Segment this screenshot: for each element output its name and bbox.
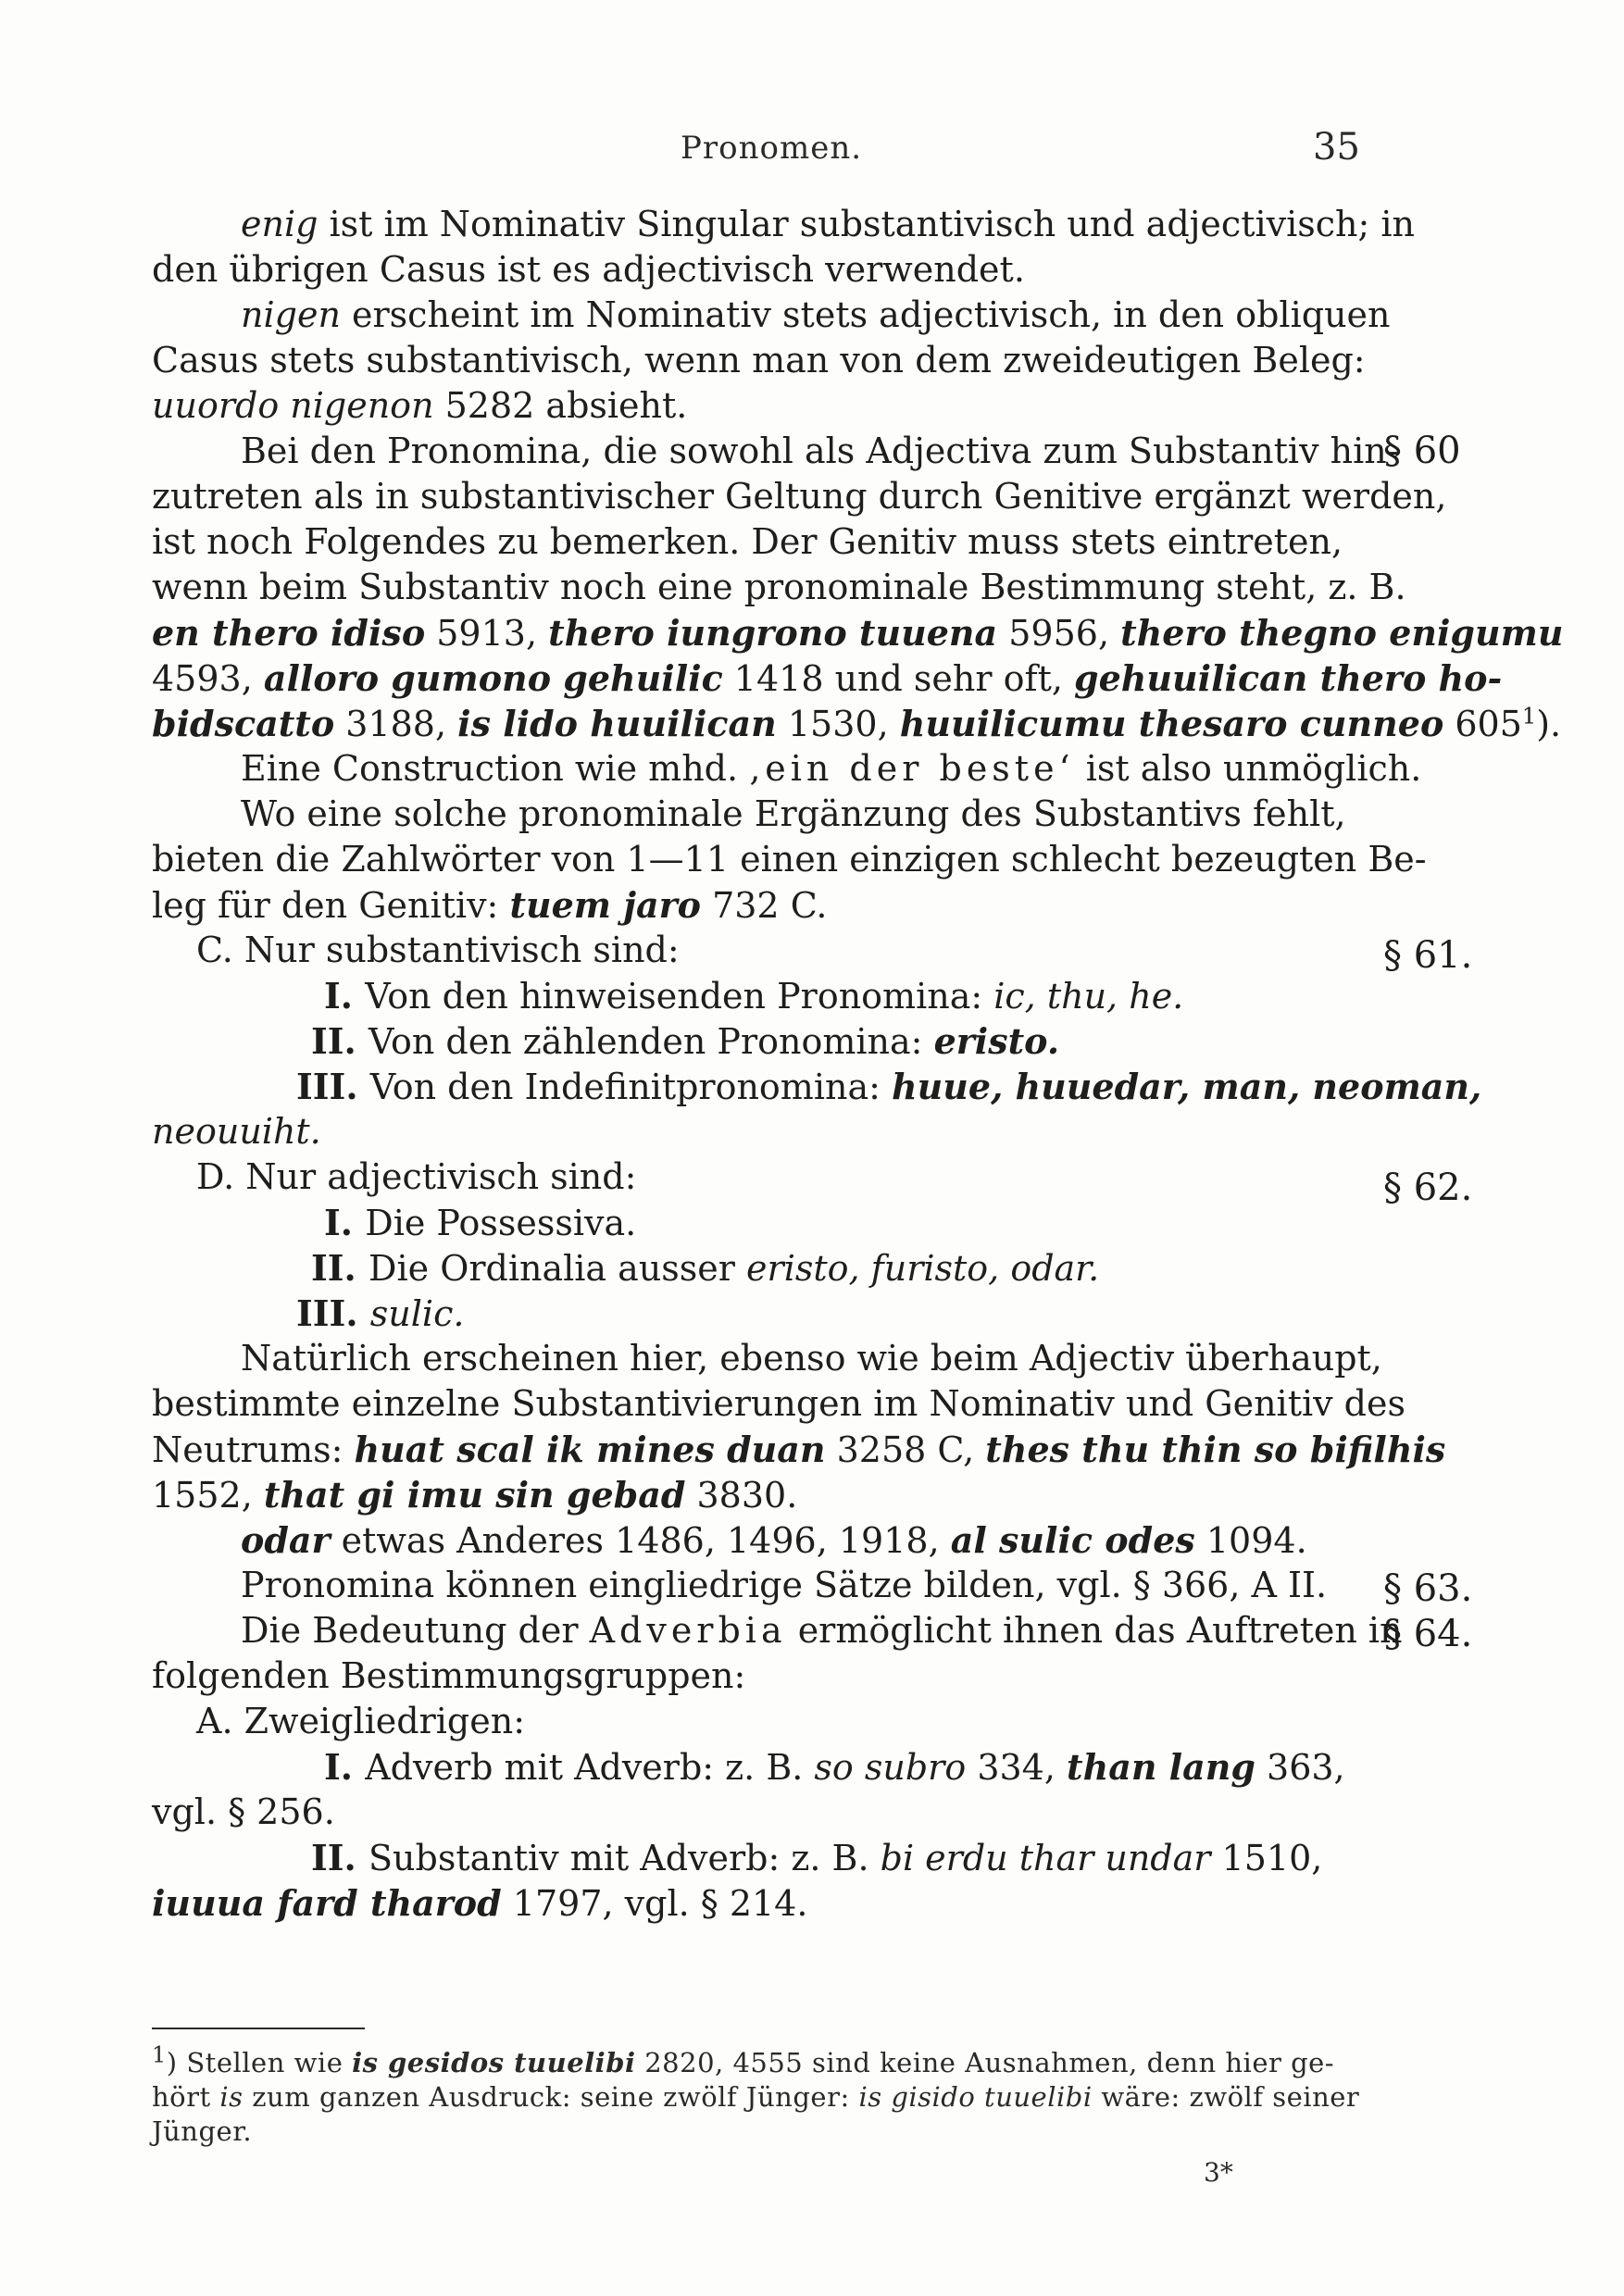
text: Wo eine solche pronominale Ergänzung des Substantivs fehlt, — [241, 793, 1346, 834]
section-mark-64: § 64. — [1383, 1613, 1473, 1655]
text: ). — [1536, 704, 1562, 744]
text: Die Bedeutung der — [241, 1610, 590, 1651]
list-item — [152, 973, 1365, 1018]
text: 5282 absieht. — [433, 385, 688, 426]
example: uuordo nigenon — [152, 385, 434, 426]
label: I. — [324, 1746, 366, 1788]
text-line — [152, 293, 1391, 338]
text: Casus stets substantivisch, wenn man von dem zweideutigen Beleg: — [152, 340, 1366, 381]
text: 2820, 4555 sind keine Ausnahmen, denn hier ge- — [635, 2047, 1335, 2078]
text: leg für den Genitiv: — [152, 885, 510, 926]
example: thero iungrono tuuena — [548, 612, 998, 654]
text-line — [152, 1109, 1365, 1154]
list-item — [152, 1744, 1365, 1790]
signature-mark: 3* — [1204, 2157, 1233, 2188]
text: 1797, vgl. § 214. — [501, 1883, 808, 1924]
example: al sulic odes — [950, 1519, 1195, 1561]
text: 1530, — [776, 704, 900, 744]
label: II. — [311, 1247, 369, 1289]
footnote-rule — [152, 2028, 365, 2029]
label: II. — [311, 1020, 369, 1062]
text-line — [152, 1427, 1446, 1472]
text: Von den Indefinitpronomina: — [369, 1067, 893, 1107]
label: III. — [296, 1292, 370, 1334]
text: bestimmte einzelne Substantivierungen im Nominativ und Genitiv des — [152, 1383, 1405, 1424]
text: zutreten als in substantivischer Geltung durch Genitive ergänzt werden, — [152, 476, 1447, 517]
text-line — [152, 247, 1365, 293]
text: 1552, — [152, 1475, 264, 1516]
text: 5913, — [425, 613, 549, 654]
text: 3258 C, — [825, 1429, 986, 1470]
text-line — [152, 1880, 1365, 1926]
text: C. Nur substantivisch sind: — [196, 930, 680, 970]
text: Pronomina können eingliedrige Sätze bilden, vgl. § 366, A II. — [241, 1565, 1328, 1605]
text-line — [152, 746, 1422, 792]
example: gehuuilican thero ho- — [1074, 657, 1503, 699]
text: den übrigen Casus ist es adjectivisch verwendet. — [152, 249, 1025, 290]
section-mark-63: § 63. — [1383, 1567, 1473, 1610]
text: 1094. — [1194, 1520, 1307, 1561]
example: thero thegno enigumu — [1120, 612, 1564, 654]
text: 732 C. — [701, 885, 828, 926]
text-line — [152, 1790, 1365, 1835]
example: is — [219, 2081, 244, 2113]
example: eristo. — [933, 1020, 1060, 1062]
text-line — [152, 1381, 1405, 1427]
text: Bei den Pronomina, die sowohl als Adjectiva zum Substantiv hin- — [241, 430, 1399, 471]
text-line — [152, 519, 1365, 565]
text: Natürlich erscheinen hier, ebenso wie beim Adjectiv überhaupt, — [241, 1338, 1382, 1379]
text: wenn beim Substantiv noch eine pronominale Bestimmung steht, z. B. — [152, 567, 1406, 607]
text: wäre: zwölf seiner — [1092, 2081, 1360, 2113]
example: thes thu thin so bifilhis — [985, 1429, 1446, 1470]
example: than lang — [1067, 1746, 1255, 1788]
text: 4593, — [152, 658, 264, 699]
footnote-mark: 1 — [152, 2041, 167, 2068]
example: is gisido tuuelibi — [858, 2081, 1093, 2113]
example: en thero idiso — [152, 612, 426, 654]
example: ic, thu, he. — [993, 976, 1184, 1017]
section-d-heading — [152, 1154, 1473, 1209]
text-line — [152, 1608, 1473, 1655]
list-item — [152, 1064, 1482, 1109]
text-line — [152, 837, 1427, 882]
text-line — [152, 1336, 1382, 1381]
running-title: Pronomen. — [681, 130, 863, 167]
main-text — [152, 202, 1564, 1926]
text: Jünger. — [152, 2115, 253, 2147]
section-c-heading — [152, 928, 1473, 977]
section-mark-60: § 60 — [1383, 430, 1461, 472]
example: tuem jaro — [509, 884, 701, 926]
text: A. Zweigliedrigen: — [196, 1701, 526, 1741]
label: I. — [324, 1202, 366, 1243]
text: hört — [152, 2081, 220, 2113]
text-line — [152, 1653, 1365, 1699]
text: bieten die Zahlwörter von 1—11 einen einzigen schlecht bezeugten Be- — [152, 839, 1427, 880]
page-number: 35 — [1313, 126, 1360, 168]
text: 363, — [1255, 1747, 1345, 1788]
example: bi erdu thar undar — [880, 1838, 1211, 1878]
text: Neutrums: — [152, 1429, 355, 1470]
label: II. — [311, 1837, 369, 1878]
text: 334, — [966, 1747, 1068, 1788]
section-mark-62: § 62. — [1383, 1167, 1473, 1209]
text: erscheint im Nominativ stets adjectivisch, in den obliquen — [340, 294, 1391, 335]
text: Von den hinweisenden Pronomina: — [365, 976, 994, 1017]
list-item — [152, 1291, 1365, 1336]
list-item — [152, 1245, 1365, 1291]
text-line — [152, 1563, 1473, 1610]
list-item — [152, 1835, 1365, 1880]
text: ist noch Folgendes zu bemerken. Der Genitiv muss stets eintreten, — [152, 521, 1343, 562]
example: sulic. — [369, 1293, 465, 1334]
example: neouuiht. — [152, 1111, 321, 1152]
text: folgenden Bestimmungsgruppen: — [152, 1655, 746, 1696]
section-a-heading — [152, 1699, 1365, 1744]
text: 3830. — [685, 1475, 798, 1516]
text: Substantiv mit Adverb: z. B. — [369, 1838, 881, 1878]
example: that gi imu sin gebad — [263, 1474, 686, 1516]
text: Eine Construction wie mhd. — [241, 748, 750, 789]
text: etwas Anderes 1486, 1496, 1918, — [330, 1520, 951, 1561]
example: is lido huuilican — [457, 703, 777, 744]
text: ermöglicht ihnen das Auftreten in — [786, 1610, 1403, 1651]
spaced-term: Adverbia — [589, 1610, 787, 1651]
list-item — [152, 1018, 1365, 1064]
text: Adverb mit Adverb: z. B. — [365, 1747, 815, 1788]
text-line — [152, 383, 1365, 429]
example: bidscatto — [152, 703, 335, 744]
text: 605 — [1443, 704, 1522, 744]
example: eristo, furisto, odar. — [746, 1248, 1100, 1289]
text-line — [152, 1517, 1365, 1563]
example: so subro — [814, 1747, 967, 1788]
section-mark-61: § 61. — [1383, 934, 1473, 977]
example: iuuua fard tharod — [152, 1882, 502, 1924]
footnote-line — [152, 2080, 1360, 2115]
text: 3188, — [334, 704, 458, 744]
footnote-line — [152, 2041, 1360, 2080]
text: Die Ordinalia ausser — [369, 1248, 747, 1289]
text-line — [152, 701, 1562, 746]
text-line — [152, 202, 1416, 247]
example: huuilicumu thesaro cunneo — [899, 703, 1444, 744]
text: ist also unmöglich. — [1074, 748, 1422, 789]
example: is gesidos tuuelibi — [352, 2047, 636, 2078]
example: odar — [241, 1519, 331, 1561]
text-line — [152, 338, 1365, 383]
text-line — [152, 882, 1365, 928]
text: D. Nur adjectivisch sind: — [196, 1156, 637, 1197]
text-line — [152, 429, 1461, 474]
term: enig — [241, 204, 319, 244]
text: vgl. § 256. — [152, 1791, 335, 1832]
text: ) Stellen wie — [166, 2047, 353, 2078]
text: zum ganzen Ausdruck: seine zwölf Jünger: — [243, 2081, 859, 2113]
text-line — [152, 655, 1503, 701]
label: III. — [296, 1066, 370, 1107]
example: huue, huuedar, man, neoman, — [892, 1066, 1482, 1107]
text: 1510, — [1210, 1838, 1323, 1878]
example: alloro gumono gehuilic — [263, 657, 723, 699]
text: 5956, — [997, 613, 1121, 654]
list-item — [152, 1200, 1365, 1245]
spaced-quote: ‚ein der beste‘ — [749, 748, 1075, 789]
text: 1418 und sehr oft, — [722, 658, 1075, 699]
example: huat scal ik mines duan — [354, 1429, 826, 1470]
label: I. — [324, 975, 366, 1017]
footnote — [152, 2041, 1360, 2149]
text: Die Possessiva. — [365, 1203, 637, 1243]
term: nigen — [241, 294, 341, 335]
text-line — [152, 1472, 1365, 1517]
text-line — [152, 792, 1365, 837]
text: ist im Nominativ Singular substantivisch und adjectivisch; in — [318, 204, 1416, 244]
footnote-line — [152, 2115, 1360, 2149]
text-line — [152, 474, 1447, 519]
text-line — [152, 610, 1564, 655]
text: Von den zählenden Pronomina: — [369, 1021, 934, 1062]
text-line — [152, 565, 1406, 610]
footnote-ref: 1 — [1521, 703, 1537, 730]
